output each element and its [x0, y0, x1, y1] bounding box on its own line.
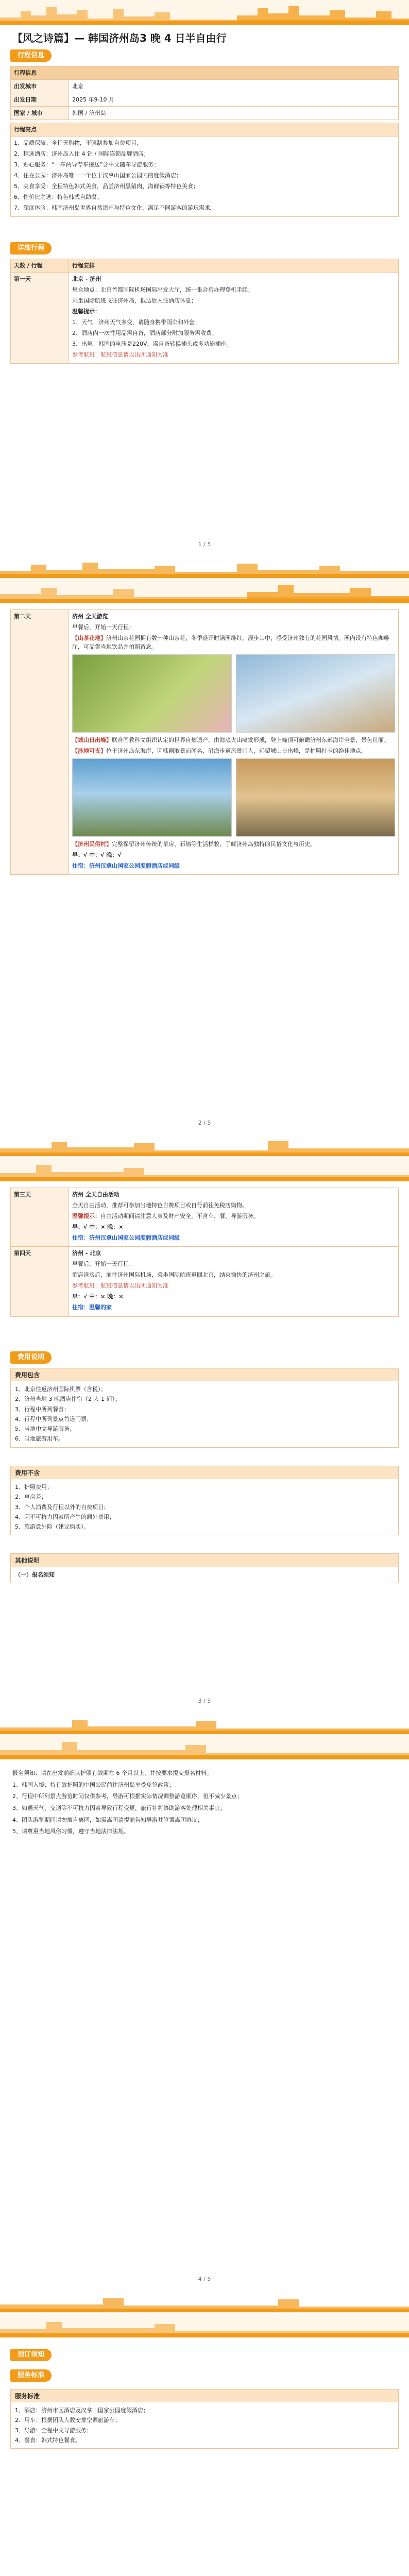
costs-include-item: 6、当地旅游用车。 [15, 1435, 64, 1443]
day4-label: 第四天 [11, 1247, 69, 1316]
header-skyline-art [0, 2313, 409, 2337]
day2-spot4-title: 【济州民俗村】 [72, 841, 112, 848]
day2-spot4: 完整保留济州传统的草房、石墙等生活样貌，了解济州岛独特的民俗文化与历史。 [112, 841, 316, 848]
costs-exclude-item: 4、因不可抗力因素所产生的额外费用； [15, 1513, 115, 1520]
highlight-item: 6、性价比之选：特色韩式自助餐； [14, 194, 103, 201]
page-number: 3 / 5 [198, 1698, 211, 1704]
day1-line: 2、酒店内一次性用品需自备，酒店部分附加服务需收费； [72, 330, 217, 337]
day2-spot1-title: 【山茶花地】 [72, 635, 106, 642]
header-skyline-art [0, 1735, 409, 1759]
document-title: 【风之诗篇】— 韩国济州岛3 晚 4 日半自由行 [12, 32, 227, 44]
day2-city: 济州 全天游览 [72, 613, 108, 620]
highlight-item: 1、品质保障：全程无购物，不强制参加自费项目； [14, 140, 142, 147]
coast-trail-photo [72, 758, 232, 837]
costs-other-box [10, 1553, 399, 1583]
day1-line: 1、天气：济州天气多变，请随身携带雨伞和外套； [72, 319, 200, 326]
info-value-country: 韩国 / 济州岛 [69, 107, 399, 120]
costs-exclude-title: 费用不含 [11, 1466, 398, 1479]
day2-spot3: 位于济州岛东海岸，因韩剧取景而闻名，沿海步道风景宜人，远望城山日出峰，是拍照打卡的绝佳地点。 [106, 748, 367, 755]
section-tag-detail: 详细行程 [10, 242, 52, 255]
costs-include-item: 3、行程中所列餐食； [15, 1405, 70, 1413]
col-head-day: 天数 / 行程 [11, 259, 69, 273]
highlight-item: 2、精选酒店：济州岛入住 4 钻 / 国际连锁品牌酒店； [14, 150, 149, 158]
service-title: 服务标准 [11, 2389, 398, 2402]
costs-include-item: 2、济州当地 3 晚酒店住宿（2 人 1 间）； [15, 1396, 121, 1403]
notice-text-block [12, 1769, 396, 1839]
day2-spot3-title: 【涉地可支】 [72, 748, 106, 755]
day1-flight: 航班信息请以出团通知为准 [100, 351, 168, 359]
page-number: 2 / 5 [198, 1120, 211, 1126]
col-head-plan: 行程安排 [69, 259, 399, 273]
day1-line: 温馨提示： [72, 308, 100, 315]
page-1 [0, 0, 409, 578]
day4-city: 济州 - 北京 [72, 1250, 101, 1257]
header-skyline-art [0, 1157, 409, 1181]
notice-paragraph: 报名须知：请在出发前确认护照有效期在 6 个月以上，并按要求提交报名材料。 [12, 1770, 212, 1776]
day1-label: 第一天 [11, 273, 69, 364]
day4-flight-label: 参考航班 [72, 1282, 95, 1290]
day2-spot1: 济州山茶花园拥有数十种山茶花，冬季盛开时满园绯红，漫步其中，感受济州独有的花园风情。园内设有特色咖啡厅，可品尝当地饮品并拍照留念。 [72, 635, 389, 651]
highlights-table [10, 123, 399, 217]
day1-line: 乘坐国际航班飞往济州岛，抵达后入住酒店休息； [72, 297, 197, 304]
notice-paragraph: 3、如遇天气、交通等不可抗力因素导致行程变更，旅行社将协助游客处理相关事宜； [12, 1805, 226, 1812]
info-table [10, 66, 399, 120]
day3-city: 济州 全天自由活动 [72, 1191, 120, 1198]
folk-village-photo [236, 758, 396, 837]
section-tag-info: 行程信息 [10, 49, 52, 62]
highlights-header: 行程亮点 [11, 123, 399, 137]
info-value-date: 2025 年9-10 月 [69, 93, 399, 107]
camellia-garden-photo [72, 654, 232, 733]
day4-meals: 早：√ 中：× 晚：× [72, 1293, 124, 1300]
page-5 [0, 2312, 409, 2576]
page-3 [0, 1156, 409, 1735]
footer-skyline-art [0, 557, 409, 578]
day3-meals: 早：√ 中：× 晚：× [72, 1224, 124, 1231]
day2-hotel: 住宿：济州汉拿山国家公园度假酒店或同级 [72, 862, 180, 870]
costs-include-box [10, 1368, 399, 1448]
info-table-header: 行程信息 [11, 66, 399, 80]
day2-spot2-title: 【城山日出峰】 [72, 737, 112, 744]
day2-table [10, 609, 399, 875]
day3-tip: 自由活动期间请注意人身及财产安全，不含车、餐、导游服务。 [100, 1213, 259, 1220]
highlight-item: 3、贴心服务：“一车两导专车接送”含中文随车导游服务； [14, 161, 160, 168]
costs-include-item: 4、行程中所列景点首道门票； [15, 1415, 92, 1422]
page-number: 4 / 5 [198, 2276, 211, 2282]
day4-line: 酒店退房后，前往济州国际机场，乘坐国际航班返回北京，结束愉快的济州之旅。 [72, 1272, 276, 1279]
header-skyline-art [0, 579, 409, 603]
page-4 [0, 1734, 409, 2313]
day3-hotel: 住宿：济州汉拿山国家公园度假酒店或同级 [72, 1234, 180, 1242]
service-box [10, 2389, 399, 2449]
day3-table: 第三天 济州 全天自由活动 全天自由活动，推荐可参加当地特色自费项目或自行前往免税店购物。 温馨提示：自由活动期间请注意人身及财产安全，不含车、餐、导游服务。 早：√ 中：× 晚：× 住宿：济州汉拿山国家公园度假酒店或同级 第四天 济州 - 北京 早餐后，开始一天行程： 酒店退房后，前往济州国际机场，乘坐国际航班返回北京，结束愉快的济州之旅。 参考航班：航班信息请以出团通知为准 早：√ 中：× 晚：× 住宿：温馨的家 [10, 1188, 399, 1317]
info-label-departure: 出发城市 [11, 80, 69, 93]
day4-hotel: 住宿：温馨的家 [72, 1304, 112, 1311]
day1-city: 北京 - 济州 [72, 276, 101, 283]
costs-include-item: 5、当地中文导游服务； [15, 1426, 75, 1432]
day4-flight: 航班信息请以出团通知为准 [100, 1282, 168, 1290]
header-skyline-art [0, 0, 409, 25]
costs-include-title: 费用包含 [11, 1368, 398, 1381]
notice-paragraph: 5、请尊重当地风俗习惯，遵守当地法律法规。 [12, 1828, 129, 1835]
day1-table: 天数 / 行程 行程安排 第一天 北京 - 济州 集合地点：北京首都国际机场国际出发大厅，统一集合后办理登机手续； 乘坐国际航班飞往济州岛，抵达后入住酒店休息； 温馨提示： 1、天气：济州天气多变，请随身携带雨伞和外套； 2、酒店内一次性用品需自备，酒店部分附加服务需收费； 3、出境：韩国的电压是220V，需自备转换插头或多功能插座。 参考航班：航班信息请以出团通知为准 [10, 259, 399, 364]
highlight-item: 5、美食享受：全程特色韩式美食，品尝济州黑猪肉、海鲜锅等特色美食； [14, 183, 199, 190]
service-item: 2、用车：根据团队人数安排空调旅游车； [15, 2417, 121, 2424]
costs-exclude-item: 2、单房差； [15, 1494, 47, 1501]
notice-paragraph: 4、团队游览期间请勿擅自离团，如需离团请提前告知导游并签署离团协议； [12, 1816, 203, 1823]
day1-line: 3、出境：韩国的电压是220V，需自备转换插头或多功能插座。 [72, 341, 232, 348]
day2-intro: 早餐后，开始一天行程： [72, 624, 134, 631]
service-item: 1、酒店：济州市区酒店及汉拿山国家公园度假酒店； [15, 2407, 149, 2414]
section-tag-service: 服务标准 [10, 2369, 52, 2382]
page-2 [0, 578, 409, 1157]
day2-label: 第二天 [11, 610, 69, 875]
info-label-country: 国家 / 城市 [11, 107, 69, 120]
service-item: 3、导游：全程中文导游服务； [15, 2427, 92, 2434]
day4-line: 早餐后，开始一天行程： [72, 1261, 134, 1268]
costs-include-item: 1、北京往返济州国际机票（含税）； [15, 1386, 107, 1393]
costs-exclude-item: 5、旅游意外险（建议购买）。 [15, 1523, 90, 1530]
footer-skyline-art [0, 1136, 409, 1157]
costs-other-title: 其他说明 [11, 1554, 398, 1567]
footer-skyline-art [0, 1714, 409, 1735]
page-number: 1 / 5 [198, 541, 211, 548]
notice-paragraph: 1、韩国入境：持有效护照的中国公民前往济州岛享受免签政策； [12, 1781, 175, 1788]
sunrise-peak-photo [236, 654, 396, 733]
day3-label: 第三天 [11, 1188, 69, 1247]
costs-exclude-item: 3、个人消费及行程以外的自费项目； [15, 1503, 109, 1511]
service-item: 4、餐食：韩式特色餐食。 [15, 2436, 81, 2444]
day1-line: 集合地点：北京首都国际机场国际出发大厅，统一集合后办理登机手续； [72, 286, 253, 294]
notice-paragraph: 2、行程中所列景点游览时间仅供参考，导游可根据实际情况调整游览顺序，但不减少景点； [12, 1793, 243, 1800]
day2-spot2: 联合国教科文组织认定的世界自然遗产，由海底火山喷发形成，登上峰顶可俯瞰济州东部海岸全景，景色壮丽。 [112, 737, 389, 744]
day3-tip-title: 温馨提示： [72, 1213, 100, 1220]
costs-other-text: （一）报名须知 [15, 1571, 55, 1578]
highlight-item: 4、住在公园：济州岛唯一一个位于汉拿山国家公园内的度假酒店； [14, 172, 182, 179]
day3-intro: 全天自由活动，推荐可参加当地特色自费项目或自行前往免税店购物。 [72, 1202, 248, 1209]
info-value-departure: 北京 [69, 80, 399, 93]
footer-skyline-art [0, 2292, 409, 2313]
costs-exclude-box [10, 1466, 399, 1535]
section-tag-costs: 费用说明 [10, 1351, 52, 1364]
info-label-date: 出发日期 [11, 93, 69, 107]
costs-exclude-item: 1、护照费用； [15, 1484, 53, 1490]
highlight-item: 7、深度体验：韩国济州岛世界自然遗产与特色文化，满足不同游客的游玩需求。 [14, 205, 216, 212]
day1-flight-label: 参考航班 [72, 351, 95, 359]
section-tag-notice: 预订须知 [10, 2349, 52, 2361]
day2-meals: 早：√ 中：√ 晚：√ [72, 852, 122, 859]
